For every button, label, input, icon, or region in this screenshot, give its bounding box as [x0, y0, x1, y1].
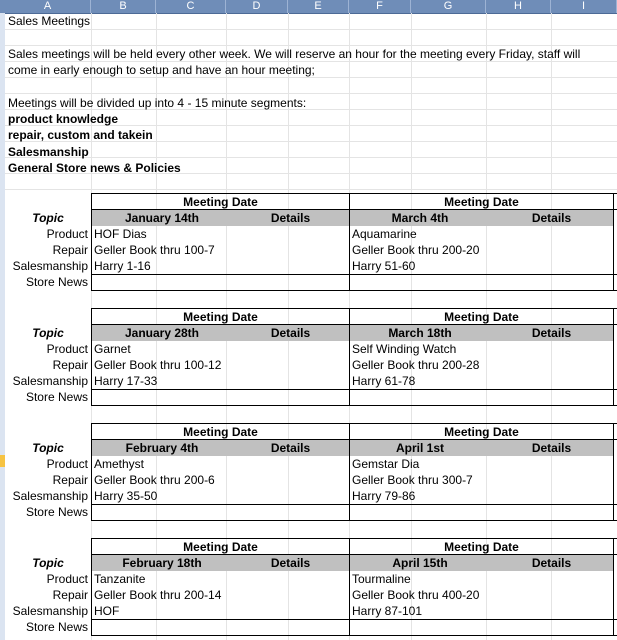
topic-cell[interactable]: Geller Book thru 300-7: [352, 473, 473, 487]
topic-label: Salesmanship: [12, 489, 88, 503]
topic-cell[interactable]: HOF: [94, 604, 120, 618]
meeting-date[interactable]: February 4th: [92, 440, 232, 456]
details-header: Details: [490, 210, 613, 226]
topic-cell[interactable]: Harry 1-16: [94, 259, 151, 273]
column-header-d[interactable]: D: [226, 0, 288, 13]
segment-item: General Store news & Policies: [8, 161, 181, 175]
details-header: Details: [232, 440, 349, 456]
topic-cell[interactable]: Geller Book thru 400-20: [352, 588, 480, 602]
segment-item: product knowledge: [8, 112, 119, 126]
column-header-a[interactable]: A: [5, 0, 91, 13]
topic-cell[interactable]: Geller Book thru 100-12: [94, 358, 222, 372]
topic-cell[interactable]: Geller Book thru 200-6: [94, 473, 215, 487]
topic-cell[interactable]: Harry 61-78: [352, 374, 416, 388]
topic-cell[interactable]: [92, 389, 349, 405]
topic-cell[interactable]: [92, 504, 349, 520]
topic-label: Product: [46, 572, 88, 586]
meeting-date[interactable]: March 18th: [350, 325, 490, 341]
topic-label: Salesmanship: [12, 259, 88, 273]
column-header-bar: [0, 0, 617, 14]
topic-cell[interactable]: Geller Book thru 200-20: [352, 243, 480, 257]
details-header: Details: [232, 210, 349, 226]
topic-cell[interactable]: Tanzanite: [94, 572, 146, 586]
topic-cell[interactable]: [92, 619, 349, 635]
topic-cell[interactable]: Amethyst: [94, 457, 145, 471]
details-header: Details: [490, 555, 613, 571]
meeting-date-header: Meeting Date: [444, 540, 519, 554]
meeting-date[interactable]: April 15th: [350, 555, 490, 571]
intro-line-2: come in early enough to setup and have an hour meeting;: [8, 63, 315, 77]
details-header: Details: [490, 325, 613, 341]
topic-cell[interactable]: Geller Book thru 200-14: [94, 588, 222, 602]
meeting-date-header: Meeting Date: [183, 425, 258, 439]
topic-cell[interactable]: Self Winding Watch: [352, 342, 457, 356]
meeting-date-header: Meeting Date: [183, 540, 258, 554]
meeting-date[interactable]: January 28th: [92, 325, 232, 341]
topic-header: Topic: [32, 556, 64, 570]
topic-label: Salesmanship: [12, 374, 88, 388]
topic-cell[interactable]: Harry 17-33: [94, 374, 158, 388]
details-header: Details: [232, 555, 349, 571]
column-header-c[interactable]: C: [156, 0, 226, 13]
column-header-b[interactable]: B: [91, 0, 156, 13]
topic-cell[interactable]: Harry 87-101: [352, 604, 423, 618]
meeting-date-header: Meeting Date: [183, 195, 258, 209]
topic-cell[interactable]: [350, 619, 613, 635]
intro-line-1: Sales meetings will be held every other week. We will reserve an hour for the meeting every Friday, staff will: [8, 47, 581, 61]
topic-label: Store News: [25, 390, 88, 404]
sheet-title: Sales Meetings: [8, 14, 91, 28]
topic-cell[interactable]: Tourmaline: [352, 572, 411, 586]
topic-label: Repair: [52, 473, 88, 487]
topic-cell[interactable]: [350, 274, 613, 290]
topic-cell[interactable]: Garnet: [94, 342, 131, 356]
topic-cell[interactable]: Geller Book thru 200-28: [352, 358, 480, 372]
topic-cell[interactable]: Gemstar Dia: [352, 457, 420, 471]
topic-label: Product: [46, 227, 88, 241]
segment-item: repair, custom and takein: [8, 128, 153, 142]
details-header: Details: [232, 325, 349, 341]
column-header-e[interactable]: E: [288, 0, 349, 13]
topic-cell[interactable]: Harry 51-60: [352, 259, 416, 273]
meeting-date-header: Meeting Date: [444, 425, 519, 439]
column-header-f[interactable]: F: [349, 0, 411, 13]
topic-header: Topic: [32, 326, 64, 340]
meeting-date[interactable]: April 1st: [350, 440, 490, 456]
topic-cell[interactable]: [350, 504, 613, 520]
topic-header: Topic: [32, 211, 64, 225]
topic-cell[interactable]: Harry 79-86: [352, 489, 416, 503]
segment-item: Salesmanship: [8, 145, 89, 159]
column-header-i[interactable]: I: [551, 0, 617, 13]
topic-label: Product: [46, 457, 88, 471]
topic-cell[interactable]: Harry 35-50: [94, 489, 158, 503]
column-header-h[interactable]: H: [486, 0, 551, 13]
column-header-g[interactable]: G: [411, 0, 486, 13]
topic-label: Product: [46, 342, 88, 356]
details-header: Details: [490, 440, 613, 456]
topic-cell[interactable]: [350, 389, 613, 405]
topic-label: Repair: [52, 358, 88, 372]
topic-cell[interactable]: [92, 274, 349, 290]
meeting-date-header: Meeting Date: [183, 310, 258, 324]
topic-label: Store News: [25, 620, 88, 634]
topic-label: Salesmanship: [12, 604, 88, 618]
topic-header: Topic: [32, 441, 64, 455]
topic-cell[interactable]: Aquamarine: [352, 227, 417, 241]
meeting-date-header: Meeting Date: [444, 310, 519, 324]
meeting-date[interactable]: March 4th: [350, 210, 490, 226]
meeting-date[interactable]: January 14th: [92, 210, 232, 226]
topic-label: Repair: [52, 243, 88, 257]
topic-label: Repair: [52, 588, 88, 602]
meeting-date[interactable]: February 18th: [92, 555, 232, 571]
topic-label: Store News: [25, 505, 88, 519]
topic-cell[interactable]: Geller Book thru 100-7: [94, 243, 215, 257]
topic-label: Store News: [25, 275, 88, 289]
segments-intro: Meetings will be divided up into 4 - 15 minute segments:: [8, 96, 307, 110]
meeting-date-header: Meeting Date: [444, 195, 519, 209]
topic-cell[interactable]: HOF Dias: [94, 227, 147, 241]
